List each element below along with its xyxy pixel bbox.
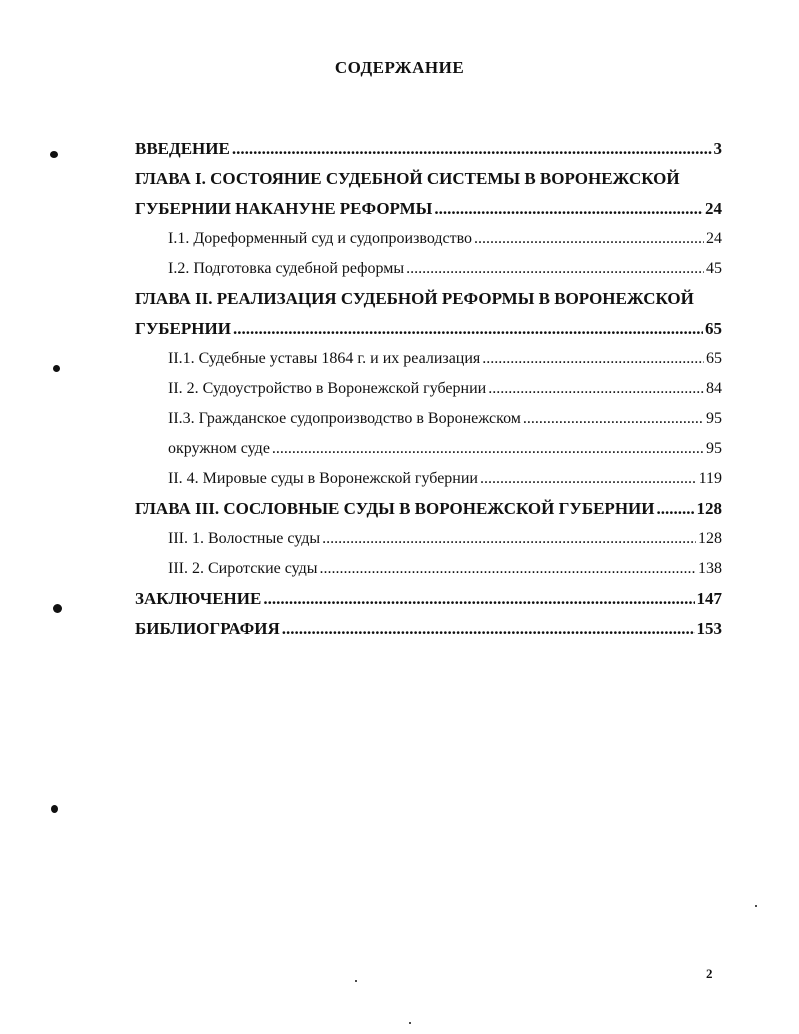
toc-entry-label: окружном суде [168,440,270,457]
toc-entry-page: 84 [706,380,722,397]
toc-entry-page: 95 [706,410,722,427]
dot-leader [488,377,704,401]
toc-entry-page: 45 [706,260,722,277]
toc-chapter1-heading[interactable]: ГЛАВА I. СОСТОЯНИЕ СУДЕБНОЙ СИСТЕМЫ В ВОРОНЕЖСКОЙ [135,169,680,188]
toc-entry-label: II. 4. Мировые суды в Воронежской губернии [168,470,478,487]
toc-entry-label: II.3. Гражданское судопроизводство в Воронежском [168,410,521,427]
toc-entry-section-1-1[interactable] [168,227,722,251]
toc-entry-label: ЗАКЛЮЧЕНИЕ [135,589,262,608]
toc-entry-section-3-2[interactable] [168,557,722,581]
scan-mark [51,805,58,813]
toc-entry-label: ВВЕДЕНИЕ [135,139,230,158]
dot-leader [322,527,696,551]
toc-entry-page: 3 [713,139,722,158]
toc-entry-page: 128 [696,499,722,518]
toc-entry-chapter3[interactable] [135,497,722,521]
toc-entry-label: I.1. Дореформенный суд и судопроизводство [168,230,473,247]
dot-leader [434,197,703,221]
dot-leader [474,227,704,251]
toc-chapter2-heading[interactable]: ГЛАВА II. РЕАЛИЗАЦИЯ СУДЕБНОЙ РЕФОРМЫ В ВОРОНЕЖСКОЙ [135,289,694,308]
dot-leader [272,437,704,461]
toc-entry-section-2-2[interactable] [168,377,722,401]
scan-speck [755,905,757,907]
dot-leader [480,467,697,491]
scan-speck [355,980,357,982]
toc-entry-page: 138 [698,560,722,577]
toc-entry-label: ГЛАВА III. СОСЛОВНЫЕ СУДЫ В ВОРОНЕЖСКОЙ ГУБЕРНИИ [135,499,655,518]
toc-entry-label: II.1. Судебные уставы 1864 г. и их реализация [168,350,481,367]
dot-leader [523,407,704,431]
toc-entry-label: III. 1. Волостные суды [168,530,321,547]
toc-entry-label: ГУБЕРНИИ [135,319,231,338]
toc-entry-label: I.2. Подготовка судебной реформы [168,260,405,277]
dot-leader [233,317,703,341]
dot-leader [320,557,696,581]
toc-entry-page: 147 [696,589,722,608]
toc-entry-conclusion[interactable] [135,587,722,611]
toc-entry-section-2-4[interactable] [168,467,722,491]
toc-entry-label: ГУБЕРНИИ НАКАНУНЕ РЕФОРМЫ [135,199,433,218]
scan-mark [50,151,58,158]
toc-entry-section-2-3[interactable] [168,407,722,431]
toc-entry-intro[interactable] [135,137,722,161]
toc-entry-bibliography[interactable] [135,617,722,641]
dot-leader [406,257,704,281]
toc-entry-page: 119 [698,470,722,487]
toc-entry-section-2-3-cont[interactable] [168,437,722,461]
toc-entry-section-2-1[interactable] [168,347,722,371]
dot-leader [263,587,694,611]
dot-leader [282,617,695,641]
dot-leader [482,347,704,371]
toc-entry-page: 24 [706,230,722,247]
toc-entry-section-1-2[interactable] [168,257,722,281]
toc-entry-label: II. 2. Судоустройство в Воронежской губернии [168,380,487,397]
scan-speck [409,1022,411,1024]
toc-entry-page: 65 [705,319,722,338]
toc-entry-label: III. 2. Сиротские суды [168,560,318,577]
page-number: 2 [706,966,713,981]
toc-entry-section-3-1[interactable] [168,527,722,551]
page-title: СОДЕРЖАНИЕ [334,58,465,77]
dot-leader [232,137,712,161]
toc-entry-page: 153 [696,619,722,638]
dot-leader [657,497,695,521]
toc-entry-page: 65 [706,350,722,367]
toc-entry-chapter2[interactable] [135,317,722,341]
scan-mark [53,604,62,613]
toc-entry-label: БИБЛИОГРАФИЯ [135,619,280,638]
toc-entry-chapter1[interactable] [135,197,722,221]
scan-mark [53,365,60,372]
toc-entry-page: 95 [706,440,722,457]
toc-entry-page: 128 [698,530,722,547]
toc-entry-page: 24 [705,199,722,218]
